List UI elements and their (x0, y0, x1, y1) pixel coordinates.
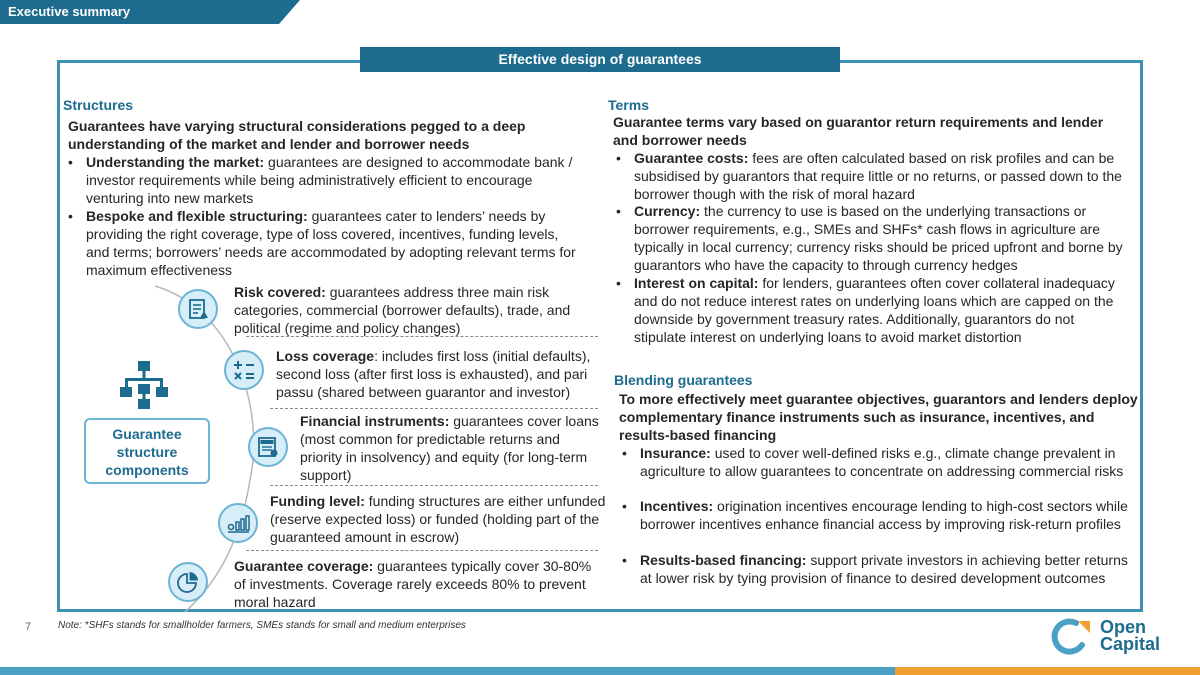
open-capital-logo-icon (1050, 617, 1096, 655)
component-text: guarantees typically cover 30-80% of investments. Coverage rarely exceeds 80% to prevent moral hazard (234, 558, 592, 610)
bullet-text: for lenders, guarantees often cover collateral inadequacy and do not reduce interest rates on underlying loans which are capped on the downside by government treasury rates. Additionally, guarantors do not stipulate interest on underlying loans to avoid market distortion (634, 275, 1115, 345)
pie-chart-icon (168, 562, 208, 602)
header-title: Executive summary (8, 4, 131, 19)
blending-title: Blending guarantees (614, 372, 753, 388)
bullet-label: Understanding the market: (86, 154, 265, 170)
bullet-label: Interest on capital: (634, 275, 759, 291)
bullet-label: Guarantee costs: (634, 150, 749, 166)
calculator-icon (224, 350, 264, 390)
component-label: Funding level: (270, 493, 365, 509)
footer-bar-blue (0, 667, 895, 675)
component-label: Guarantee coverage: (234, 558, 374, 574)
structures-bullet (62, 207, 582, 279)
component-text: guarantees cover loans (most common for predictable returns and priority in insolvency) and equity (for long-term support) (300, 413, 599, 483)
page-number: 7 (25, 621, 32, 633)
bullet-label: Bespoke and flexible structuring: (86, 208, 308, 224)
component-financial-instruments (300, 412, 600, 484)
blending-intro: To more effectively meet guarantee objectives, guarantors and lenders deploy complementary finance instruments such as insurance, incentives, and results-based financing (619, 391, 1138, 443)
footer-bar-orange (895, 667, 1200, 675)
bar-chart-icon (218, 503, 258, 543)
bullet-label: Insurance: (640, 445, 711, 461)
component-loss-coverage (276, 347, 606, 401)
terms-bullet (610, 149, 1130, 203)
divider (270, 485, 598, 486)
structures-title: Structures (63, 97, 134, 113)
component-label: Loss coverage (276, 348, 375, 364)
logo-line-1: Open (1100, 617, 1147, 637)
structures-intro: Guarantees have varying structural considerations pegged to a deep understanding of the market and lender and borrower needs (68, 118, 526, 152)
org-chart-icon (120, 360, 168, 410)
component-funding-level (270, 492, 610, 546)
logo-line-2: Capital (1100, 634, 1161, 654)
bullet-text: used to cover well-defined risks e.g., climate change prevalent in agriculture to allow guarantees to concentrate on addressing commercial risks (640, 445, 1124, 479)
component-guarantee-coverage (234, 557, 594, 611)
bullet-label: Currency: (634, 203, 701, 219)
blending-bullet (616, 497, 1136, 533)
bullet-label: Results-based financing: (640, 552, 807, 568)
terms-intro: Guarantee terms vary based on guarantor return requirements and lender and borrower needs (613, 114, 1104, 148)
bullet-text: the currency to use is based on the underlying transactions or borrower requirements, e.g., SMEs and SHFs* cash flows in agriculture are typically in local currency; currency risks should be priced upfront and borne by guarantors who have the capacity to through currency hedges (634, 203, 1123, 273)
blending-bullet (616, 551, 1136, 587)
divider (246, 336, 598, 337)
footnote: Note: *SHFs stands for smallholder farmers, SMEs stands for small and medium enterprises (58, 620, 466, 631)
bullet-text: origination incentives encourage lending to high-cost sectors while borrower incentives enhance financial access by improving risk-return profiles (640, 498, 1128, 532)
component-text: : includes first loss (initial defaults), second loss (after first loss is exhausted), and pari passu (shared between guarantor and investor) (276, 348, 591, 400)
terms-bullet (610, 274, 1130, 346)
terms-bullet (610, 202, 1130, 274)
banner-title: Effective design of guarantees (360, 47, 840, 72)
component-text: funding structures are either unfunded (reserve expected loss) or funded (holding part of the guaranteed amount in escrow) (270, 493, 606, 545)
checklist-icon (178, 289, 218, 329)
bullet-text: guarantees cater to lenders’ needs by providing the right coverage, type of loss covered, incentives, funding levels, and terms; borrowers’ needs are accommodated by adopting relevant terms for maximum effectiveness (86, 208, 576, 278)
bullet-text: fees are often calculated based on risk profiles and can be subsidised by guarantors that require little or no returns, or passed down to the borrower though with the risk of moral hazard (634, 150, 1122, 202)
loan-document-icon (248, 427, 288, 467)
terms-title: Terms (608, 97, 649, 113)
open-capital-logo (1100, 619, 1160, 653)
component-label: Financial instruments: (300, 413, 450, 429)
divider (246, 550, 598, 551)
blending-bullet (616, 444, 1136, 480)
structures-bullet (62, 153, 582, 207)
bullet-text: support private investors in achieving better returns at lower risk by tying provision of finance to desired development outcomes (640, 552, 1128, 586)
bullet-label: Incentives: (640, 498, 714, 514)
bullet-text: guarantees are designed to accommodate bank / investor requirements while being administratively efficient to encourage venturing into new markets (86, 154, 573, 206)
component-text: guarantees address three main risk categories, commercial (borrower defaults), trade, and political (regime and policy changes) (234, 284, 571, 336)
components-label: Guarantee structure components (84, 418, 210, 484)
component-risk-covered (234, 283, 594, 337)
component-label: Risk covered: (234, 284, 326, 300)
divider (270, 408, 598, 409)
